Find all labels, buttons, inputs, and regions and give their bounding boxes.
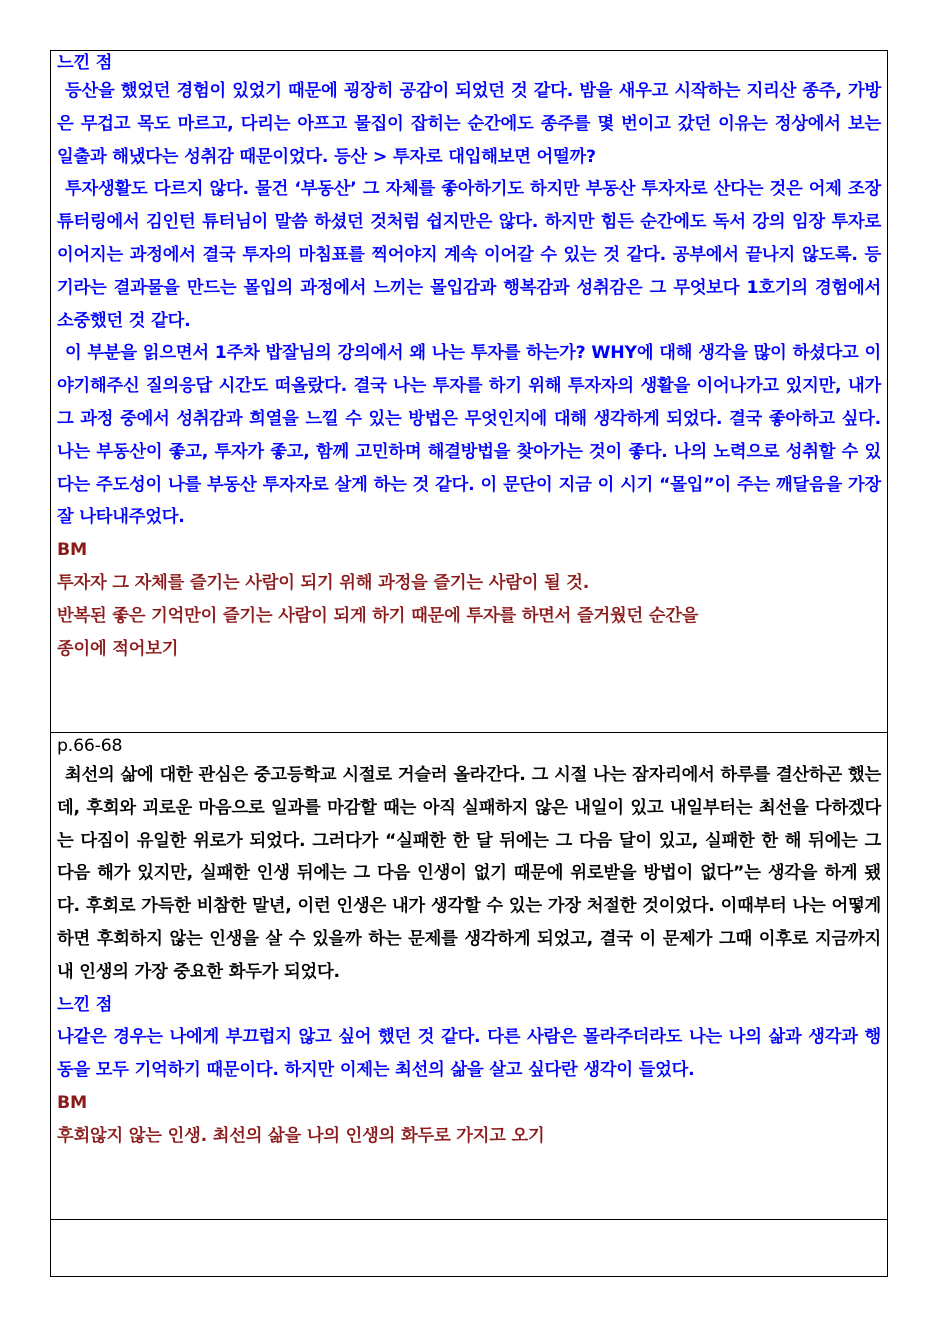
feeling-paragraph-2: 투자생활도 다르지 않다. 물건 ‘부동산’ 그 자체를 좋아하기도 하지만 부동산 투자자로 산다는 것은 어제 조장튜터링에서 김인턴 튜터님이 말씀 하셨던 것처럼 쉽지만은 않다. 하지만 힘든 순간에도 독서 강의 임장 투자로 이어지는 과정에서 결국 투자의 마침표를 찍어야지 계속 이어갈 수 있는 것 같다. 공부에서 끝나지 않도록. 등기라는 결과물을 만드는 몰입의 과정에서 느끼는 몰입감과 행복감과 성취감은 그 무엇보다 1호기의 경험에서 소중했던 것 같다.	[57, 179, 881, 331]
feeling-paragraph-4: 나같은 경우는 나에게 부끄럽지 않고 싶어 했던 것 같다. 다른 사람은 몰라주더라도 나는 나의 삶과 생각과 행동을 모두 기억하기 때문이다. 하지만 이제는 최선의 삶을 살고 싶다란 생각이 들었다.	[57, 1027, 881, 1081]
book-quote: 최선의 삶에 대한 관심은 중고등학교 시절로 거슬러 올라간다. 그 시절 나는 잠자리에서 하루를 결산하곤 했는데, 후회와 괴로운 마음으로 일과를 마감할 때는 아직 실패하지 않은 내일이 있고 내일부터는 최선을 다하겠다는 다짐이 유일한 위로가 되었다. 그러다가 “실패한 한 달 뒤에는 그 다음 달이 있고, 실패한 한 해 뒤에는 그 다음 해가 있지만, 실패한 인생 뒤에는 그 다음 인생이 없기 때문에 위로받을 방법이 없다”는 생각을 하게 됐다. 후회로 가득한 비참한 말년, 이런 인생은 내가 생각할 수 있는 가장 처절한 것이었다. 이때부터 나는 어떻게 하면 후회하지 않는 인생을 살 수 있을까 하는 문제를 생각하게 되었고, 결국 이 문제가 그때 이후로 지금까지 내 인생의 가장 중요한 화두가 되었다.	[57, 765, 881, 982]
bm-line-2: 반복된 좋은 기억만이 즐기는 사람이 되게 하기 때문에 투자를 하면서 즐거웠던 순간을	[57, 605, 699, 626]
bm-line-3: 종이에 적어보기	[57, 638, 179, 659]
feeling-heading: 느낀 점	[57, 53, 113, 73]
bm-label-2: BM	[57, 1092, 87, 1113]
bm-line-4: 후회않지 않는 인생. 최선의 삶을 나의 인생의 화두로 가지고 오기	[57, 1125, 545, 1146]
page-reference: p.66-68	[57, 736, 123, 756]
reflection-cell-2	[51, 733, 887, 1220]
reflection-cell-1	[51, 51, 887, 733]
bm-line-1: 투자자 그 자체를 즐기는 사람이 되기 위해 과정을 즐기는 사람이 될 것.	[57, 572, 590, 593]
feeling-heading-2: 느낀 점	[57, 994, 113, 1015]
journal-table	[50, 50, 888, 1277]
empty-cell	[51, 1220, 887, 1276]
feeling-paragraph-1: 등산을 했었던 경험이 있었기 때문에 굉장히 공감이 되었던 것 같다. 밤을 새우고 시작하는 지리산 종주, 가방은 무겁고 목도 마르고, 다리는 아프고 물집이 잡히는 순간에도 종주를 몇 번이고 갔던 이유는 정상에서 보는 일출과 해냈다는 성취감 때문이었다. 등산 > 투자로 대입해보면 어떨까?	[57, 81, 881, 167]
bm-label: BM	[57, 540, 87, 561]
feeling-paragraph-3: 이 부분을 읽으면서 1주차 밥잘님의 강의에서 왜 나는 투자를 하는가? WHY에 대해 생각을 많이 하셨다고 이야기해주신 질의응답 시간도 떠올랐다. 결국 나는 투자를 하기 위해 투자자의 생활을 이어나가고 있지만, 내가 그 과정 중에서 성취감과 희열을 느낄 수 있는 방법은 무엇인지에 대해 생각하게 되었다. 결국 좋아하고 싶다. 나는 부동산이 좋고, 투자가 좋고, 함께 고민하며 해결방법을 찾아가는 것이 좋다. 나의 노력으로 성취할 수 있다는 주도성이 나를 부동산 투자자로 살게 하는 것 같다. 이 문단이 지금 이 시기 “몰입”이 주는 깨달음을 가장 잘 나타내주었다.	[57, 343, 881, 528]
